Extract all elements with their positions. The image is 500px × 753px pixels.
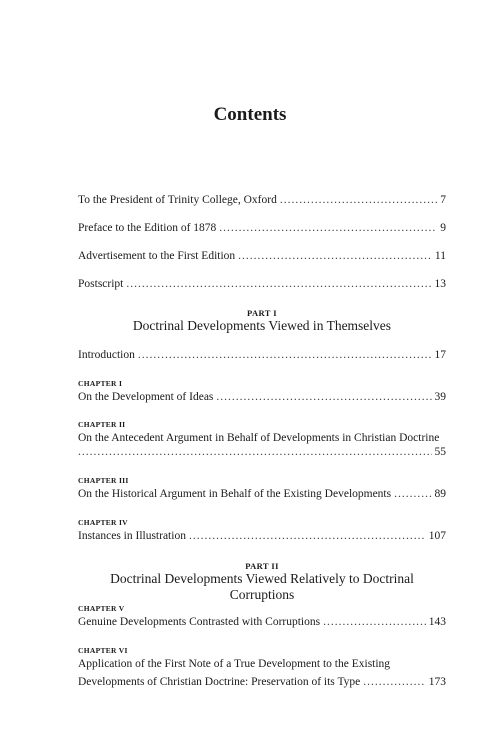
- entry-label: Developments of Christian Doctrine: Preservation of its Type: [78, 676, 361, 688]
- chapter-number: CHAPTER V: [78, 604, 125, 613]
- toc-entry-preface[interactable]: [78, 221, 446, 235]
- entry-label: Instances in Illustration: [78, 530, 186, 542]
- entry-label: To the President of Trinity College, Oxford: [78, 194, 277, 206]
- entry-page: 7: [440, 194, 446, 206]
- part-title: Doctrinal Developments Viewed in Themselves: [132, 318, 392, 333]
- entry-page: 107: [428, 530, 446, 542]
- entry-page: 13: [434, 278, 446, 290]
- toc-entry-chapter-6-cont[interactable]: [78, 675, 446, 689]
- entry-label: Postscript: [78, 278, 124, 290]
- entry-page: 173: [428, 676, 446, 688]
- toc-entry-chapter-3[interactable]: [78, 487, 446, 501]
- leader-dots: [280, 193, 437, 207]
- toc-entry-advertisement[interactable]: [78, 249, 446, 263]
- leader-dots: [216, 390, 431, 404]
- toc-entry-introduction[interactable]: [78, 348, 446, 362]
- chapter-number: CHAPTER IV: [78, 518, 128, 527]
- leader-dots: [78, 445, 432, 459]
- toc-entry-chapter-1[interactable]: [78, 390, 446, 404]
- entry-page: 89: [434, 488, 446, 500]
- entry-label: Preface to the Edition of 1878: [78, 222, 217, 234]
- chapter-number: CHAPTER II: [78, 420, 126, 429]
- toc-entry-postscript[interactable]: [78, 277, 446, 291]
- part-title: Doctrinal Developments Viewed Relatively to Doctrinal Corruptions: [110, 571, 414, 602]
- toc-entry-president[interactable]: [78, 193, 446, 207]
- leader-dots: [138, 348, 432, 362]
- entry-label: On the Historical Argument in Behalf of the Existing Developments: [78, 488, 392, 500]
- entry-page: 143: [428, 616, 446, 628]
- page-title: Contents: [213, 104, 287, 125]
- entry-label: On the Development of Ideas: [78, 391, 214, 403]
- table-of-contents: [78, 0, 446, 753]
- leader-dots: [323, 615, 426, 629]
- toc-entry-chapter-2-page[interactable]: [78, 445, 446, 459]
- entry-page: 11: [434, 250, 446, 262]
- entry-label: Genuine Developments Contrasted with Corruptions: [78, 616, 321, 628]
- toc-entry-chapter-2[interactable]: On the Antecedent Argument in Behalf of Developments in Christian Doctrine: [78, 432, 440, 444]
- entry-label: Advertisement to the First Edition: [78, 250, 236, 262]
- chapter-number: CHAPTER VI: [78, 646, 128, 655]
- leader-dots: [189, 529, 426, 543]
- leader-dots: [394, 487, 431, 501]
- leader-dots: [219, 221, 437, 235]
- toc-entry-chapter-6[interactable]: Application of the First Note of a True Development to the Existing: [78, 658, 391, 670]
- chapter-number: CHAPTER III: [78, 476, 129, 485]
- leader-dots: [126, 277, 431, 291]
- chapter-number: CHAPTER I: [78, 379, 123, 388]
- part-label: PART II: [245, 561, 279, 571]
- entry-page: 55: [434, 446, 446, 458]
- leader-dots: [363, 675, 425, 689]
- part-label: PART I: [247, 308, 277, 318]
- entry-page: 39: [434, 391, 446, 403]
- toc-entry-chapter-4[interactable]: [78, 529, 446, 543]
- leader-dots: [238, 249, 432, 263]
- toc-entry-chapter-5[interactable]: [78, 615, 446, 629]
- entry-page: 17: [434, 349, 446, 361]
- entry-label: Introduction: [78, 349, 135, 361]
- entry-page: 9: [440, 222, 446, 234]
